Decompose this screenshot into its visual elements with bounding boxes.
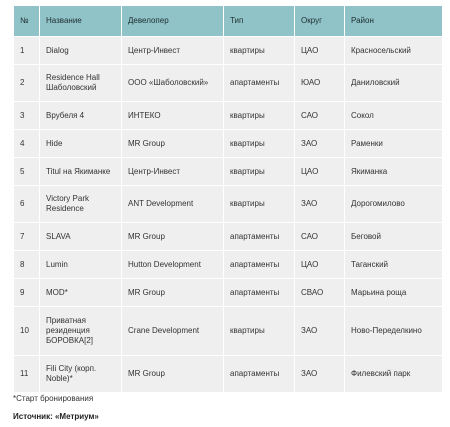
cell-type: квартиры [224,37,295,65]
cell-district: ЗАО [295,130,345,158]
cell-developer: MR Group [122,279,224,307]
cell-name: Приватная резиденция БОРОВКА[2] [40,307,122,356]
cell-number: 1 [14,37,40,65]
cell-number: 6 [14,186,40,223]
cell-district: ЮАО [295,65,345,102]
cell-type: апартаменты [224,65,295,102]
cell-developer: Центр-Инвест [122,37,224,65]
table-row [14,130,443,158]
cell-area: Ново-Переделкино [345,307,443,356]
table-row [14,279,443,307]
cell-area: Филевский парк [345,356,443,393]
cell-name: Lumin [40,251,122,279]
header-area: Район [345,6,443,37]
header-type: Тип [224,6,295,37]
header-developer: Девелопер [122,6,224,37]
cell-type: квартиры [224,186,295,223]
cell-area: Беговой [345,223,443,251]
cell-name: Residence Hall Шаболовский [40,65,122,102]
cell-type: апартаменты [224,279,295,307]
cell-developer: MR Group [122,223,224,251]
cell-district: ЗАО [295,307,345,356]
table-row [14,158,443,186]
cell-number: 8 [14,251,40,279]
cell-area: Раменки [345,130,443,158]
cell-number: 4 [14,130,40,158]
cell-district: ЦАО [295,37,345,65]
table-row [14,65,443,102]
cell-number: 11 [14,356,40,393]
cell-name: Victory Park Residence [40,186,122,223]
table-row [14,307,443,356]
cell-area: Дорогомилово [345,186,443,223]
cell-name: Dialog [40,37,122,65]
cell-number: 10 [14,307,40,356]
cell-area: Таганский [345,251,443,279]
cell-area: Сокол [345,102,443,130]
cell-type: квартиры [224,158,295,186]
cell-developer: ИНТЕКО [122,102,224,130]
cell-district: САО [295,102,345,130]
cell-district: СВАО [295,279,345,307]
cell-type: апартаменты [224,251,295,279]
cell-number: 2 [14,65,40,102]
header-number: № [14,6,40,37]
table-row [14,251,443,279]
cell-number: 9 [14,279,40,307]
cell-name: Titul на Якиманке [40,158,122,186]
cell-district: ЗАО [295,186,345,223]
projects-table [13,5,443,393]
cell-district: ЦАО [295,158,345,186]
cell-developer: ООО «Шаболовский» [122,65,224,102]
cell-area: Якиманка [345,158,443,186]
cell-district: ЗАО [295,356,345,393]
header-district: Округ [295,6,345,37]
cell-developer: Hutton Development [122,251,224,279]
cell-type: апартаменты [224,356,295,393]
cell-type: апартаменты [224,223,295,251]
source-note: Источник: «Метриум» [13,412,99,421]
cell-name: Hide [40,130,122,158]
cell-district: САО [295,223,345,251]
cell-developer: MR Group [122,356,224,393]
table-header-row [14,6,443,37]
cell-name: Fili City (корп. Noble)* [40,356,122,393]
cell-district: ЦАО [295,251,345,279]
cell-name: SLAVA [40,223,122,251]
table-row [14,186,443,223]
header-name: Название [40,6,122,37]
cell-name: Врубеля 4 [40,102,122,130]
cell-developer: ANT Development [122,186,224,223]
cell-number: 3 [14,102,40,130]
cell-type: квартиры [224,130,295,158]
table-row [14,102,443,130]
table-row [14,37,443,65]
table-row [14,356,443,393]
cell-area: Красносельский [345,37,443,65]
projects-table-container [13,5,442,393]
cell-developer: MR Group [122,130,224,158]
table-row [14,223,443,251]
cell-number: 5 [14,158,40,186]
cell-area: Даниловский [345,65,443,102]
cell-name: MOD* [40,279,122,307]
cell-type: квартиры [224,307,295,356]
booking-footnote: *Старт бронирования [13,394,94,403]
cell-area: Марьина роща [345,279,443,307]
cell-number: 7 [14,223,40,251]
cell-developer: Центр-Инвест [122,158,224,186]
cell-developer: Crane Development [122,307,224,356]
cell-type: квартиры [224,102,295,130]
